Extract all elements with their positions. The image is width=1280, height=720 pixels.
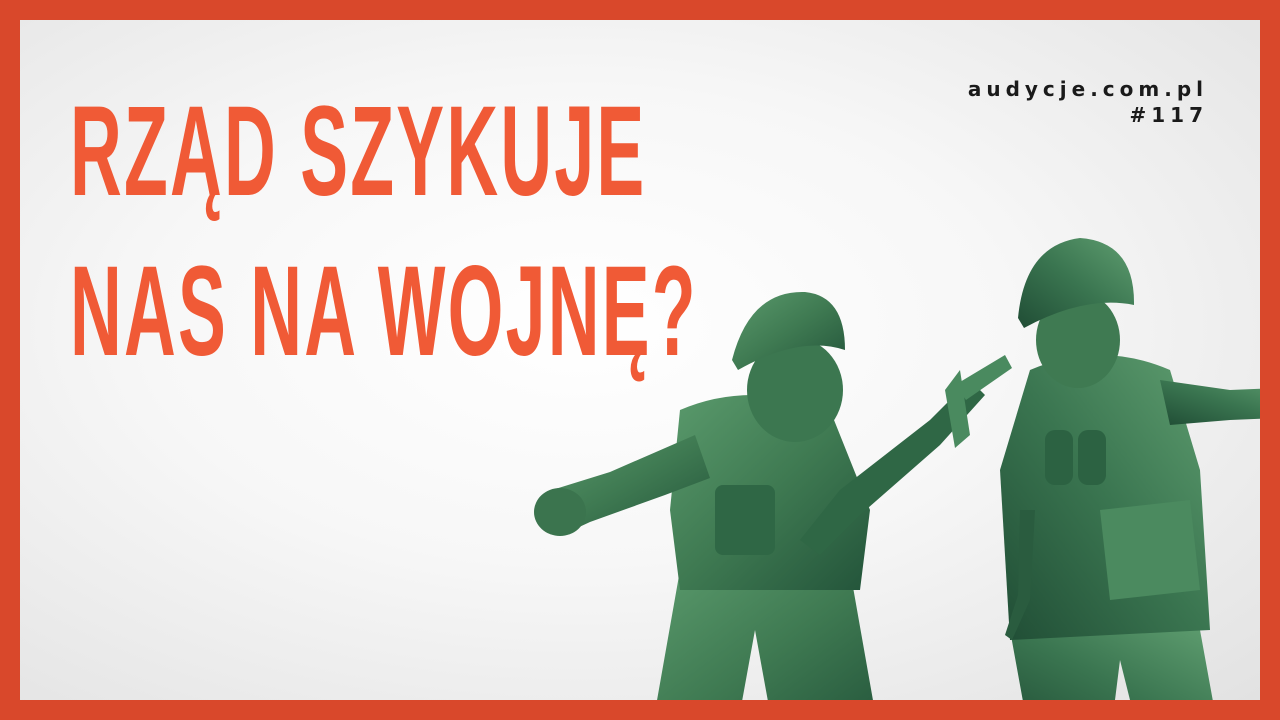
toy-soldiers-illustration — [500, 210, 1260, 700]
headline-line-2: NAS NA WOJNĘ? — [70, 240, 698, 383]
episode-number: #117 — [1129, 103, 1208, 127]
headline-line-1: RZĄD SZYKUJE — [70, 80, 647, 223]
site-url: audycje.com.pl — [967, 77, 1208, 101]
site-info — [968, 76, 1208, 128]
thumbnail-panel — [20, 20, 1260, 700]
right-soldier-figure — [1000, 238, 1260, 700]
left-soldier-figure — [534, 292, 1012, 700]
